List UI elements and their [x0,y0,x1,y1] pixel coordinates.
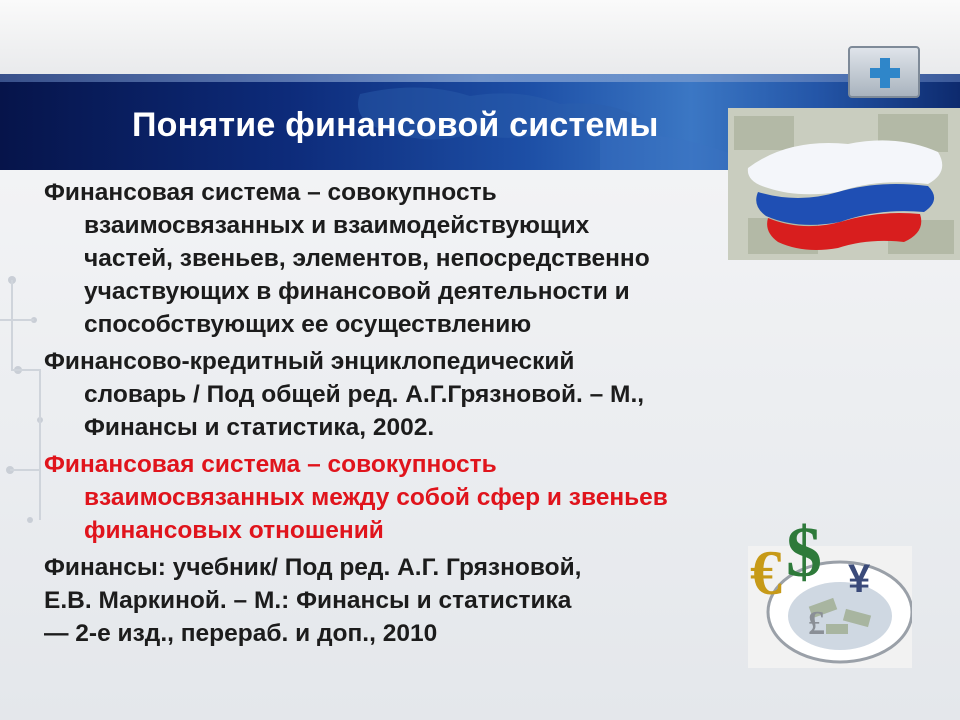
text-line: Финансы и статистика, 2002. [84,414,435,441]
text-line: Финансово-кредитный энциклопедический [44,348,575,375]
svg-text:€: € [750,537,782,608]
svg-text:¥: ¥ [848,557,871,601]
text-line: взаимосвязанных между собой сфер и звеньев [84,484,668,511]
text-line: словарь / Под общей ред. А.Г.Грязновой. – М., [84,381,645,408]
text-line: Финансовая система – совокупность [44,179,497,206]
slide-content [44,176,844,650]
paragraph-definition-1 [44,176,844,341]
text-line: Финансы: учебник/ Под ред. А.Г. Грязновой, [44,554,582,581]
paragraph-source-1 [44,345,844,444]
paragraph-definition-2 [44,448,844,547]
text-line: способствующих ее осуществлению [84,311,532,338]
currency-symbols-image [748,512,912,668]
plus-icon [868,56,902,90]
text-line: Финансовая система – совокупность [44,451,497,478]
svg-text:£: £ [808,605,825,642]
top-strip [0,0,960,74]
text-line: частей, звеньев, элементов, непосредственно [84,245,650,272]
text-line: взаимосвязанных и взаимодействующих [84,212,590,239]
text-line: финансовых отношений [84,517,384,544]
text-line: Е.В. Маркиной. – М.: Финансы и статистика [44,587,572,614]
paragraph-source-2 [44,551,844,650]
slide-title: Понятие финансовой системы [132,106,659,144]
text-line: участвующих в финансовой деятельности и [84,278,630,305]
nav-button[interactable] [848,46,920,98]
text-line: — 2-е изд., перераб. и доп., 2010 [44,620,438,647]
svg-text:$: $ [786,512,822,592]
